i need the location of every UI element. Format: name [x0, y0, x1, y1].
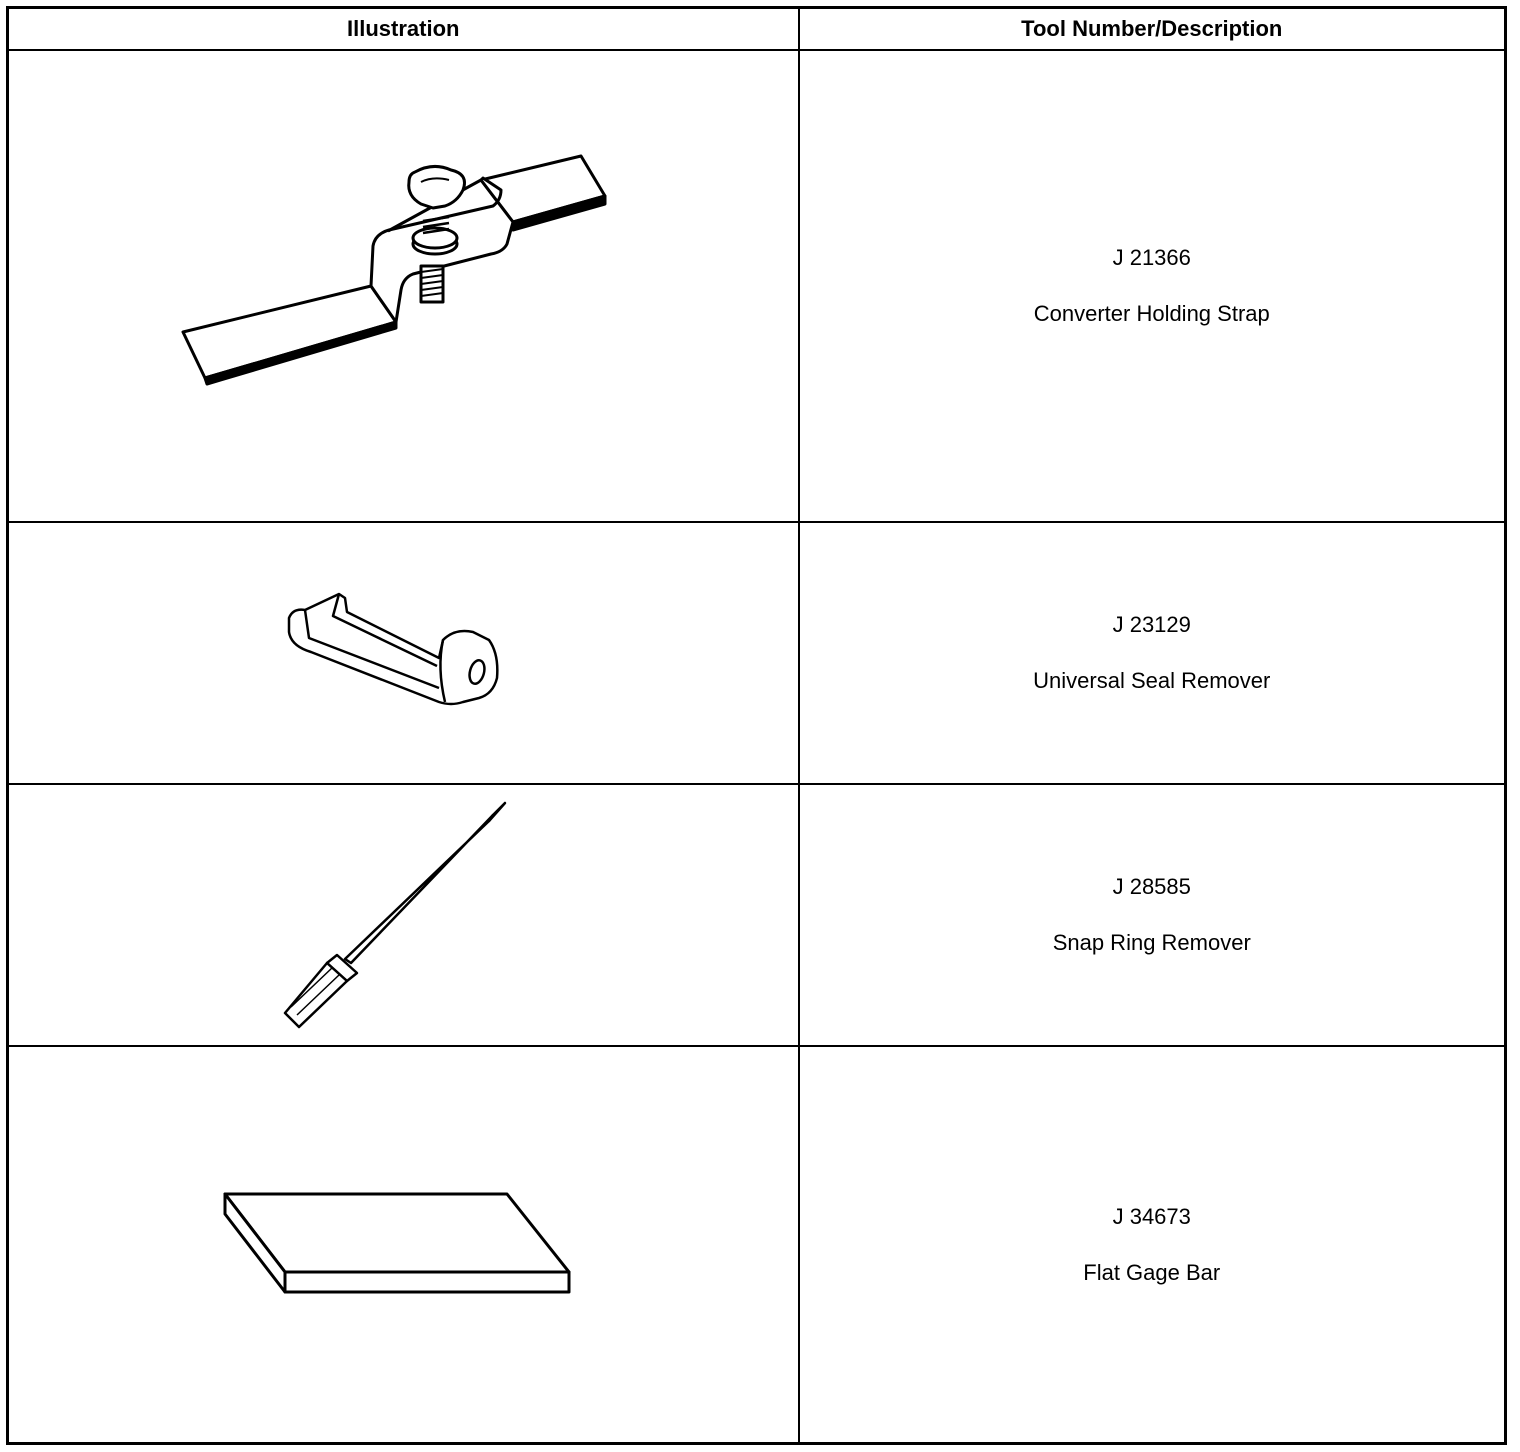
illustration-cell [8, 522, 799, 784]
header-illustration: Illustration [8, 8, 799, 51]
table-row [8, 784, 1506, 1046]
flat-gage-bar-illustration [213, 1180, 593, 1310]
tool-description: Snap Ring Remover [1052, 930, 1251, 955]
table-row [8, 522, 1506, 784]
tool-description: Converter Holding Strap [1033, 301, 1270, 326]
table-row [8, 1046, 1506, 1444]
special-tools-table [6, 6, 1507, 1445]
tool-number: J 34673 [1112, 1203, 1191, 1229]
header-row [8, 8, 1506, 51]
universal-seal-remover-illustration [273, 578, 533, 728]
tool-description: Universal Seal Remover [1033, 668, 1271, 693]
description-cell [799, 50, 1506, 522]
table-row [8, 50, 1506, 522]
tool-description: Flat Gage Bar [1083, 1259, 1221, 1285]
snap-ring-remover-illustration [273, 795, 533, 1035]
description-cell [799, 784, 1506, 1046]
tool-number: J 23129 [1112, 612, 1191, 637]
header-tool-description: Tool Number/Description [799, 8, 1506, 51]
illustration-cell [8, 784, 799, 1046]
description-cell [799, 1046, 1506, 1444]
converter-holding-strap-illustration [153, 136, 653, 436]
illustration-cell [8, 1046, 799, 1444]
tool-number: J 21366 [1112, 245, 1191, 270]
illustration-cell [8, 50, 799, 522]
description-cell [799, 522, 1506, 784]
tool-number: J 28585 [1112, 874, 1191, 899]
